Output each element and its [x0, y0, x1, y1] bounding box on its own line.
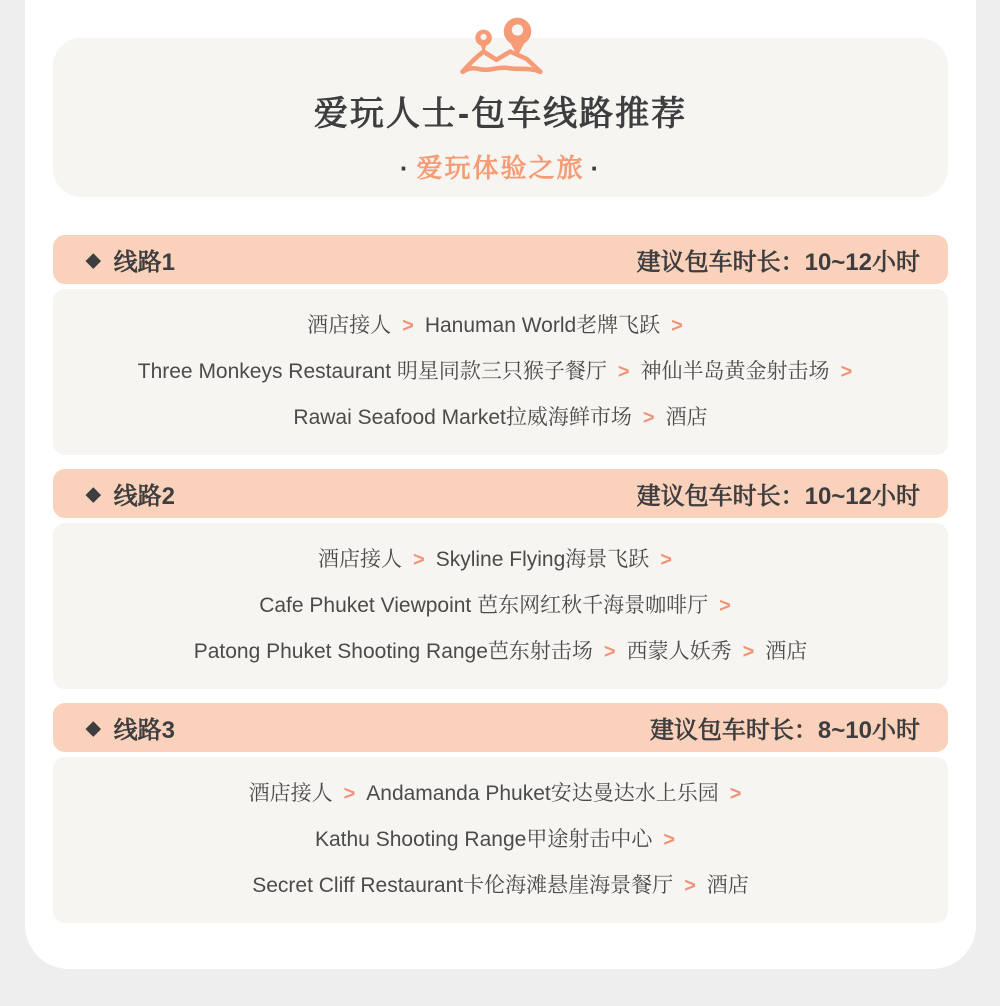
- map-pins-icon: [455, 14, 547, 80]
- header-card: [53, 38, 948, 197]
- next-arrow-icon: >: [840, 361, 853, 383]
- subtitle-left-dot: ·: [399, 153, 411, 183]
- route-stop: 酒店接人: [248, 782, 333, 805]
- route-duration: 建议包车时长：10~12小时: [636, 483, 920, 510]
- route-header: [53, 469, 948, 518]
- route-title: [86, 242, 175, 277]
- route-title: [86, 476, 175, 511]
- route-stop: Rawai Seafood Market拉威海鲜市场: [293, 406, 632, 429]
- route-stop: Andamanda Phuket安达曼达水上乐园: [366, 782, 719, 805]
- route-stop: Cafe Phuket Viewpoint 芭东网红秋千海景咖啡厅: [259, 594, 709, 617]
- route-body: [53, 289, 948, 455]
- subtitle-text: 爱玩体验之旅: [416, 153, 585, 183]
- next-arrow-icon: >: [729, 783, 742, 805]
- route-title: [86, 710, 175, 745]
- route-stops-line: [61, 537, 940, 583]
- route-header: [53, 703, 948, 752]
- route-stops-line: [61, 583, 940, 629]
- route-stop: 酒店: [665, 406, 708, 429]
- route-stop: 酒店: [706, 874, 749, 897]
- next-arrow-icon: >: [660, 549, 672, 571]
- subtitle-right-dot: ·: [590, 153, 602, 183]
- route-stop: Skyline Flying海景飞跃: [435, 548, 650, 571]
- next-arrow-icon: >: [617, 361, 630, 383]
- next-arrow-icon: >: [719, 595, 731, 617]
- next-arrow-icon: >: [742, 641, 755, 663]
- routes: [53, 235, 948, 923]
- diamond-bullet-icon: ◆: [86, 250, 101, 271]
- route-section: [53, 235, 948, 455]
- route-stop: Hanuman World老牌飞跃: [424, 314, 661, 337]
- next-arrow-icon: >: [603, 641, 616, 663]
- diamond-bullet-icon: ◆: [86, 718, 101, 739]
- route-stops-line: [61, 771, 940, 817]
- route-stops-line: [61, 629, 940, 675]
- route-stops-line: [61, 395, 940, 441]
- route-stop: Patong Phuket Shooting Range芭东射击场: [193, 640, 593, 663]
- route-name: 线路3: [113, 717, 175, 744]
- route-section: [53, 703, 948, 923]
- route-stop: 酒店接人: [318, 548, 403, 571]
- next-arrow-icon: >: [413, 549, 425, 571]
- route-body: [53, 523, 948, 689]
- route-stops-line: [61, 349, 940, 395]
- next-arrow-icon: >: [663, 829, 676, 851]
- route-section: [53, 469, 948, 689]
- diamond-bullet-icon: ◆: [86, 484, 101, 505]
- page-title: 爱玩人士-包车线路推荐: [313, 95, 688, 133]
- next-arrow-icon: >: [343, 783, 356, 805]
- next-arrow-icon: >: [402, 315, 414, 337]
- next-arrow-icon: >: [642, 407, 655, 429]
- route-stops-line: [61, 863, 940, 909]
- route-stop: Three Monkeys Restaurant 明星同款三只猴子餐厅: [137, 360, 607, 383]
- page-subtitle: [53, 148, 948, 185]
- route-duration: 建议包车时长：10~12小时: [636, 249, 920, 276]
- route-header: [53, 235, 948, 284]
- poster-page: [25, 0, 976, 969]
- route-stop: 酒店接人: [307, 314, 392, 337]
- next-arrow-icon: >: [684, 875, 696, 897]
- next-arrow-icon: >: [671, 315, 683, 337]
- route-stops-line: [61, 303, 940, 349]
- route-stop: 酒店: [765, 640, 808, 663]
- route-stop: 西蒙人妖秀: [626, 640, 732, 663]
- route-stop: 神仙半岛黄金射击场: [640, 360, 830, 383]
- route-name: 线路1: [113, 249, 175, 276]
- route-stops-line: [61, 817, 940, 863]
- route-name: 线路2: [113, 483, 175, 510]
- route-stop: Secret Cliff Restaurant卡伦海滩悬崖海景餐厅: [252, 874, 674, 897]
- route-stop: Kathu Shooting Range甲途射击中心: [314, 828, 653, 851]
- route-duration: 建议包车时长：8~10小时: [649, 717, 920, 744]
- route-body: [53, 757, 948, 923]
